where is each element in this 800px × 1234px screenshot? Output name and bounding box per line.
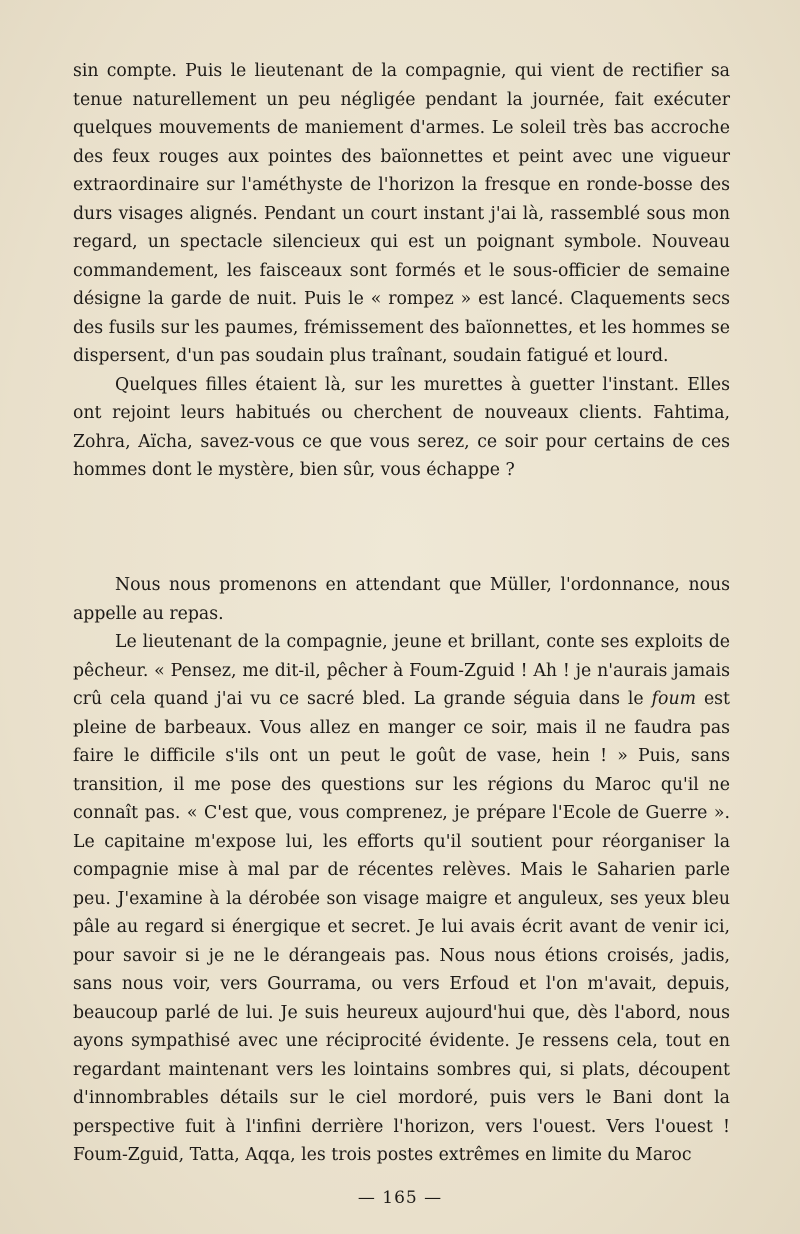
text-section-2 — [73, 571, 730, 1170]
page-number: — 165 — — [357, 1188, 443, 1208]
paragraph-lieutenant-part2: est pleine de barbeaux. Vous allez en manger ce soir, mais il ne faudra pas faire le difficile s'ils ont un peut le goût de vase, hein ! » Puis, sans transition, il me pose des questions sur les régions du Maroc qu'il ne connaît pas. « C'est que, vous comprenez, je prépare l'Ecole de Guerre ». Le capitaine m'expose lui, les efforts qu'il soutient pour réorganiser la compagnie mise à mal par de récentes relèves. Mais le Saharien parle peu. J'examine à la dérobée son visage maigre et anguleux, ses yeux bleu pâle au regard si énergique et secret. Je lui avais écrit avant de venir ici, pour savoir si je ne le dérangeais pas. Nous nous étions croisés, jadis, sans nous voir, vers Gourrama, ou vers Erfoud et l'on m'avait, depuis, beaucoup parlé de lui. Je suis heureux aujourd'hui que, dès l'abord, nous ayons sympathisé avec une réciprocité évidente. Je ressens cela, tout en regardant maintenant vers les lointains sombres qui, si plats, découpent d'innombrables détails sur le ciel mordoré, puis vers le Bani dont la perspective fuit à l'infini derrière l'horizon, vers l'ouest. Vers l'ouest ! Foum-Zguid, Tatta, Aqqa, les trois postes extrêmes en limite du Maroc — [73, 689, 730, 1165]
paragraph-lieutenant — [73, 628, 730, 1170]
paragraph-promenade: Nous nous promenons en attendant que Müller, l'ordonnance, nous appelle au repas. — [73, 575, 730, 624]
paragraph-filles: Quelques filles étaient là, sur les murettes à guetter l'instant. Elles ont rejoint leurs habitués ou cherchent de nouveaux clients. Fahtima, Zohra, Aïcha, savez-vous ce que vous serez, ce soir pour certains de ces hommes dont le mystère, bien sûr, vous échappe ? — [73, 374, 730, 480]
italic-foum: foum — [651, 689, 696, 709]
paragraph-lieutenant-part1: Le lieutenant de la compagnie, jeune et brillant, conte ses exploits de pêcheur. « Pensez, me dit-il, pêcher à Foum-Zguid ! Ah ! je n'aurais jamais crû cela quand j'ai vu ce sacré bled. La grande séguia dans le — [73, 632, 730, 709]
paragraph-continuation: sin compte. Puis le lieutenant de la compagnie, qui vient de rectifier sa tenue naturellement un peu négligée pendant la journée, fait exécuter quelques mouvements de maniement d'armes. Le soleil très bas accroche des feux rouges aux pointes des baïonnettes et peint avec une vigueur extraordinaire sur l'améthyste de l'horizon la fresque en ronde-bosse des durs visages alignés. Pendant un court instant j'ai là, rassemblé sous mon regard, un spectacle silencieux qui est un poignant symbole. Nouveau commandement, les faisceaux sont formés et le sous-officier de semaine désigne la garde de nuit. Puis le « rompez » est lancé. Claquements secs des fusils sur les paumes, frémissement des baïonnettes, et les hommes se dispersent, d'un pas soudain plus traînant, soudain fatigué et lourd. — [73, 61, 730, 366]
text-section-1 — [73, 57, 730, 485]
